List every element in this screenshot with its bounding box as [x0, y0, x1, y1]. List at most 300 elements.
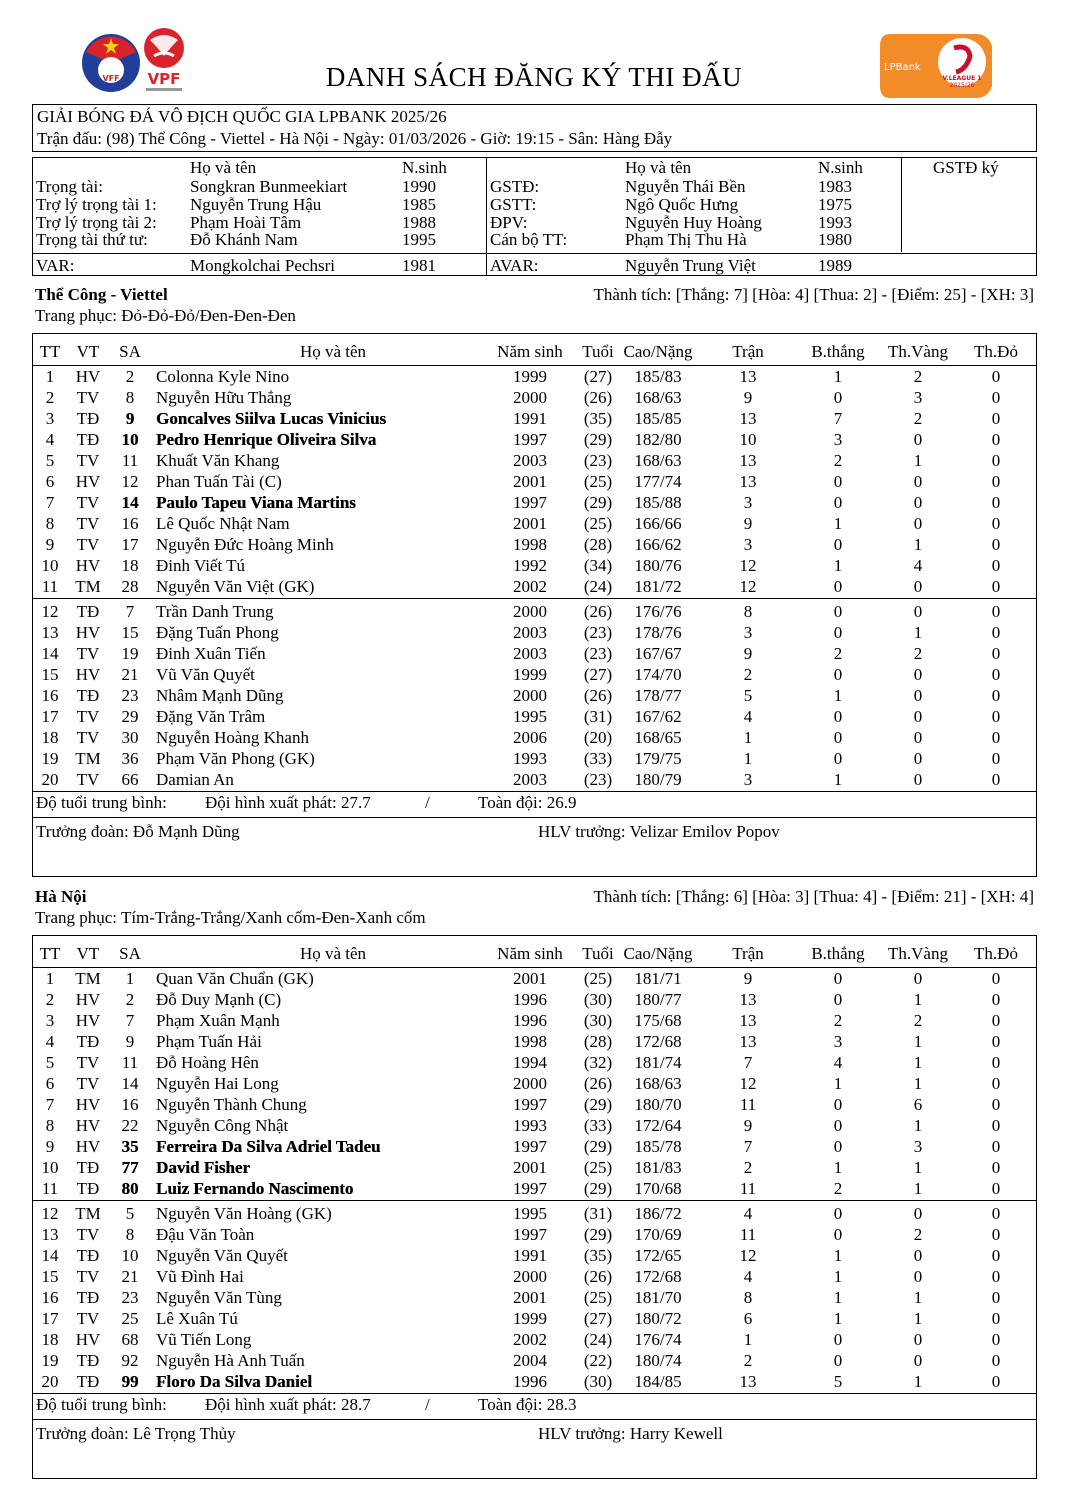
player-goals: 0: [833, 602, 843, 621]
player-tt: 12: [41, 602, 59, 621]
player-age: (29): [583, 1179, 613, 1198]
player-yellow-cards: 0: [913, 665, 923, 684]
player-height-weight: 172/64: [634, 1116, 682, 1135]
player-number: 77: [121, 1158, 139, 1177]
player-position: TV: [76, 770, 100, 789]
player-goals: 0: [833, 749, 843, 768]
col-red: Th.Đỏ: [974, 342, 1018, 361]
player-age: (31): [583, 707, 613, 726]
player-tt: 2: [45, 990, 55, 1009]
player-row: [33, 1010, 1036, 1031]
player-name: Paulo Tapeu Viana Martins: [156, 493, 356, 512]
player-matches: 13: [739, 409, 757, 428]
player-yellow-cards: 1: [913, 1116, 923, 1135]
player-height-weight: 184/85: [634, 1372, 682, 1391]
player-age: (32): [583, 1053, 613, 1072]
col-name: Họ và tên: [299, 944, 367, 963]
player-yellow-cards: 0: [913, 577, 923, 596]
vleague-season: 2025/26: [949, 82, 975, 89]
player-birth-year: 1991: [513, 1246, 547, 1265]
player-yellow-cards: 0: [913, 969, 923, 988]
staff-row: [33, 821, 1036, 842]
player-height-weight: 168/65: [634, 728, 682, 747]
player-number: 28: [121, 577, 139, 596]
player-matches: 11: [739, 1095, 757, 1114]
official-role: GSTT:: [490, 195, 537, 214]
average-age-label: Độ tuổi trung bình:: [36, 1395, 167, 1414]
team-kit: Trang phục: Tím-Trắng-Trắng/Xanh cốm-Đen-Xanh cốm: [35, 908, 426, 927]
official-role: Trợ lý trọng tài 1:: [36, 195, 157, 214]
player-age: (26): [583, 602, 613, 621]
player-name: Nguyễn Công Nhật: [156, 1116, 289, 1135]
player-goals: 1: [833, 556, 843, 575]
player-tt: 15: [41, 1267, 59, 1286]
player-goals: 0: [833, 577, 843, 596]
player-red-cards: 0: [991, 472, 1001, 491]
player-height-weight: 168/63: [634, 388, 682, 407]
player-matches: 1: [743, 1330, 753, 1349]
player-position: TĐ: [76, 1158, 100, 1177]
player-position: HV: [75, 1137, 101, 1156]
player-number: 19: [121, 644, 139, 663]
player-tt: 14: [41, 644, 59, 663]
player-goals: 0: [833, 623, 843, 642]
player-name: Đỗ Duy Mạnh (C): [156, 990, 282, 1009]
player-yellow-cards: 0: [913, 749, 923, 768]
player-red-cards: 0: [991, 1179, 1001, 1198]
team-record: Thành tích: [Thắng: 6] [Hòa: 3] [Thua: 4] - [Điểm: 21] - [XH: 4]: [593, 887, 1034, 906]
player-position: TĐ: [76, 686, 100, 705]
player-matches: 3: [743, 535, 753, 554]
player-name: Lê Quốc Nhật Nam: [156, 514, 290, 533]
player-matches: 7: [743, 1137, 753, 1156]
player-height-weight: 180/77: [634, 990, 682, 1009]
player-matches: 3: [743, 623, 753, 642]
average-age-row: [33, 792, 1036, 813]
col-birth-year: Năm sinh: [497, 342, 563, 361]
official-role: Cán bộ TT:: [490, 230, 568, 249]
player-matches: 10: [739, 430, 757, 449]
player-age: (29): [583, 430, 613, 449]
player-red-cards: 0: [991, 749, 1001, 768]
player-birth-year: 2006: [513, 728, 547, 747]
player-name: Đặng Văn Trâm: [156, 707, 266, 726]
player-goals: 1: [833, 686, 843, 705]
player-matches: 2: [743, 1158, 753, 1177]
player-yellow-cards: 0: [913, 686, 923, 705]
player-yellow-cards: 1: [913, 1032, 923, 1051]
player-position: TĐ: [76, 1246, 100, 1265]
player-red-cards: 0: [991, 1074, 1001, 1093]
player-yellow-cards: 3: [913, 1137, 923, 1156]
col-yellow: Th.Vàng: [888, 342, 948, 361]
player-age: (28): [583, 535, 613, 554]
player-row: [33, 989, 1036, 1010]
player-height-weight: 172/68: [634, 1267, 682, 1286]
player-tt: 20: [41, 770, 59, 789]
player-yellow-cards: 0: [913, 602, 923, 621]
player-position: TV: [76, 535, 100, 554]
player-name: Damian An: [156, 770, 234, 789]
official-row: [33, 231, 1036, 249]
player-height-weight: 180/74: [634, 1351, 682, 1370]
player-row: [33, 1308, 1036, 1329]
player-yellow-cards: 1: [913, 623, 923, 642]
col-red: Th.Đỏ: [974, 944, 1018, 963]
player-tt: 7: [45, 1095, 55, 1114]
player-row: [33, 664, 1036, 685]
player-tt: 10: [41, 1158, 59, 1177]
official-name: Nguyễn Huy Hoàng: [625, 213, 762, 232]
player-birth-year: 1997: [513, 1095, 547, 1114]
player-red-cards: 0: [991, 1011, 1001, 1030]
player-birth-year: 1999: [513, 665, 547, 684]
official-birth: 1990: [402, 177, 436, 196]
player-row: [33, 685, 1036, 706]
player-tt: 11: [41, 1179, 59, 1198]
starters-divider: [33, 1200, 1036, 1201]
player-goals: 1: [833, 1288, 843, 1307]
player-matches: 12: [739, 577, 757, 596]
player-number: 17: [121, 535, 139, 554]
player-goals: 1: [833, 1267, 843, 1286]
player-matches: 3: [743, 493, 753, 512]
player-birth-year: 1993: [513, 1116, 547, 1135]
player-goals: 0: [833, 1204, 843, 1223]
average-age-starting: Đội hình xuất phát: 27.7: [205, 793, 371, 812]
player-number: 92: [121, 1351, 139, 1370]
player-height-weight: 166/66: [634, 514, 682, 533]
player-goals: 0: [833, 388, 843, 407]
col-goals: B.thắng: [811, 342, 865, 361]
player-position: TV: [76, 451, 100, 470]
player-row: [33, 1094, 1036, 1115]
player-name: Đậu Văn Toàn: [156, 1225, 255, 1244]
player-name: Colonna Kyle Nino: [156, 367, 290, 386]
player-number: 2: [125, 367, 135, 386]
player-height-weight: 178/77: [634, 686, 682, 705]
player-tt: 16: [41, 1288, 59, 1307]
player-birth-year: 2002: [513, 577, 547, 596]
match-info: Trận đấu: (98) Thể Công - Viettel - Hà Nội - Ngày: 01/03/2026 - Giờ: 19:15 - Sân: Hàng Đẫy: [37, 129, 673, 148]
player-row: [33, 513, 1036, 534]
player-name: Phan Tuấn Tài (C): [156, 472, 282, 491]
official-row: [33, 196, 1036, 214]
col-name-right: Họ và tên: [625, 158, 692, 177]
player-red-cards: 0: [991, 451, 1001, 470]
player-number: 36: [121, 749, 139, 768]
player-yellow-cards: 1: [913, 990, 923, 1009]
player-position: TĐ: [76, 1372, 100, 1391]
player-age: (25): [583, 472, 613, 491]
player-birth-year: 1996: [513, 990, 547, 1009]
player-row: [33, 706, 1036, 727]
official-role: ĐPV:: [490, 213, 528, 232]
player-tt: 4: [45, 430, 55, 449]
player-goals: 0: [833, 1225, 843, 1244]
player-position: TM: [75, 749, 101, 768]
player-name: Trần Danh Trung: [156, 602, 274, 621]
player-height-weight: 180/70: [634, 1095, 682, 1114]
player-birth-year: 1994: [513, 1053, 547, 1072]
player-row: [33, 968, 1036, 989]
roster-header: [33, 943, 1036, 964]
player-name: Nguyễn Văn Việt (GK): [156, 577, 315, 596]
player-tt: 9: [45, 1137, 55, 1156]
player-age: (23): [583, 644, 613, 663]
player-tt: 10: [41, 556, 59, 575]
col-sign: GSTĐ ký: [933, 158, 999, 177]
player-height-weight: 172/65: [634, 1246, 682, 1265]
player-age: (25): [583, 1288, 613, 1307]
player-red-cards: 0: [991, 514, 1001, 533]
player-height-weight: 180/79: [634, 770, 682, 789]
player-name: Phạm Văn Phong (GK): [156, 749, 315, 768]
player-tt: 5: [45, 1053, 55, 1072]
player-red-cards: 0: [991, 493, 1001, 512]
player-matches: 1: [743, 728, 753, 747]
player-row: [33, 748, 1036, 769]
player-row: [33, 601, 1036, 622]
player-yellow-cards: 2: [913, 409, 923, 428]
player-red-cards: 0: [991, 969, 1001, 988]
player-age: (25): [583, 1158, 613, 1177]
player-row: [33, 1031, 1036, 1052]
player-tt: 5: [45, 451, 55, 470]
col-age: Tuổi: [582, 342, 614, 361]
col-matches: Trận: [732, 342, 764, 361]
player-red-cards: 0: [991, 388, 1001, 407]
average-age-label: Độ tuổi trung bình:: [36, 793, 167, 812]
player-goals: 1: [833, 1309, 843, 1328]
player-age: (26): [583, 1267, 613, 1286]
player-age: (24): [583, 1330, 613, 1349]
player-height-weight: 185/88: [634, 493, 682, 512]
player-position: TV: [76, 1309, 100, 1328]
player-birth-year: 2002: [513, 1330, 547, 1349]
average-divider: [33, 1419, 1036, 1420]
player-birth-year: 2000: [513, 1074, 547, 1093]
player-goals: 2: [833, 1179, 843, 1198]
player-position: HV: [75, 367, 101, 386]
player-tt: 6: [45, 472, 55, 491]
player-age: (22): [583, 1351, 613, 1370]
player-age: (23): [583, 623, 613, 642]
player-position: TV: [76, 388, 100, 407]
player-position: HV: [75, 623, 101, 642]
player-height-weight: 172/68: [634, 1032, 682, 1051]
player-position: HV: [75, 556, 101, 575]
player-goals: 3: [833, 1032, 843, 1051]
player-matches: 9: [743, 1116, 753, 1135]
player-matches: 13: [739, 472, 757, 491]
player-number: 11: [121, 451, 139, 470]
player-birth-year: 2003: [513, 623, 547, 642]
player-goals: 0: [833, 472, 843, 491]
official-role: Trọng tài:: [36, 177, 103, 196]
player-matches: 9: [743, 514, 753, 533]
team-record: Thành tích: [Thắng: 7] [Hòa: 4] [Thua: 2] - [Điểm: 25] - [XH: 3]: [593, 285, 1034, 304]
player-goals: 1: [833, 770, 843, 789]
player-height-weight: 186/72: [634, 1204, 682, 1223]
player-tt: 17: [41, 1309, 59, 1328]
player-name: Nguyễn Hai Long: [156, 1074, 279, 1093]
player-height-weight: 182/80: [634, 430, 682, 449]
player-age: (23): [583, 770, 613, 789]
player-number: 8: [125, 1225, 135, 1244]
player-matches: 13: [739, 1011, 757, 1030]
average-age-starting: Đội hình xuất phát: 28.7: [205, 1395, 371, 1414]
player-yellow-cards: 0: [913, 1330, 923, 1349]
player-red-cards: 0: [991, 1246, 1001, 1265]
col-birth-right: N.sinh: [818, 158, 863, 177]
player-goals: 1: [833, 1158, 843, 1177]
player-position: HV: [75, 1116, 101, 1135]
player-position: TV: [76, 644, 100, 663]
player-birth-year: 1995: [513, 707, 547, 726]
player-position: TĐ: [76, 1288, 100, 1307]
player-yellow-cards: 0: [913, 707, 923, 726]
head-coach: HLV trưởng: Velizar Emilov Popov: [538, 822, 780, 841]
player-tt: 18: [41, 1330, 59, 1349]
average-age-separator: /: [425, 1395, 430, 1414]
team-name: Thể Công - Viettel: [35, 285, 168, 304]
player-name: Nguyễn Hoàng Khanh: [156, 728, 309, 747]
player-yellow-cards: 1: [913, 1372, 923, 1391]
vff-logo-text: VFF: [102, 74, 120, 83]
player-position: TM: [75, 577, 101, 596]
player-birth-year: 2001: [513, 1288, 547, 1307]
player-position: TV: [76, 1074, 100, 1093]
player-row: [33, 366, 1036, 387]
player-row: [33, 1052, 1036, 1073]
player-red-cards: 0: [991, 367, 1001, 386]
player-birth-year: 1997: [513, 430, 547, 449]
player-number: 10: [121, 1246, 139, 1265]
staff-row: [33, 1423, 1036, 1444]
player-birth-year: 1997: [513, 1137, 547, 1156]
player-number: 21: [121, 665, 139, 684]
player-height-weight: 167/67: [634, 644, 682, 663]
player-red-cards: 0: [991, 1158, 1001, 1177]
player-height-weight: 181/74: [634, 1053, 682, 1072]
player-position: HV: [75, 665, 101, 684]
player-height-weight: 185/83: [634, 367, 682, 386]
player-row: [33, 643, 1036, 664]
player-height-weight: 185/85: [634, 409, 682, 428]
player-tt: 1: [45, 969, 55, 988]
avar-role: AVAR:: [490, 256, 539, 275]
vleague-text: V.LEAGUE 1: [942, 75, 982, 82]
player-tt: 7: [45, 493, 55, 512]
col-name: Họ và tên: [190, 158, 257, 177]
player-red-cards: 0: [991, 1032, 1001, 1051]
player-yellow-cards: 1: [913, 1309, 923, 1328]
player-row: [33, 1329, 1036, 1350]
player-number: 66: [121, 770, 139, 789]
player-name: Vũ Văn Quyết: [156, 665, 255, 684]
player-yellow-cards: 6: [913, 1095, 923, 1114]
player-name: Vũ Tiến Long: [156, 1330, 252, 1349]
tournament-name: GIẢI BÓNG ĐÁ VÔ ĐỊCH QUỐC GIA LPBANK 2025/26: [37, 107, 447, 126]
player-age: (30): [583, 1011, 613, 1030]
col-birth-year: Năm sinh: [497, 944, 563, 963]
team-name: Hà Nội: [35, 887, 87, 906]
player-birth-year: 2001: [513, 1158, 547, 1177]
player-row: [33, 534, 1036, 555]
player-name: Floro Da Silva Daniel: [156, 1372, 312, 1391]
player-goals: 5: [833, 1372, 843, 1391]
official-row: [33, 178, 1036, 196]
player-number: 9: [125, 409, 135, 428]
player-name: Nguyễn Văn Tùng: [156, 1288, 282, 1307]
player-name: Lê Xuân Tú: [156, 1309, 238, 1328]
player-number: 80: [121, 1179, 139, 1198]
player-tt: 17: [41, 707, 59, 726]
player-yellow-cards: 2: [913, 367, 923, 386]
player-matches: 9: [743, 644, 753, 663]
player-number: 68: [121, 1330, 139, 1349]
average-age-team: Toàn đội: 26.9: [478, 793, 577, 812]
player-height-weight: 180/76: [634, 556, 682, 575]
player-red-cards: 0: [991, 1095, 1001, 1114]
col-vt: VT: [76, 342, 100, 361]
player-position: TV: [76, 514, 100, 533]
player-tt: 12: [41, 1204, 59, 1223]
player-red-cards: 0: [991, 990, 1001, 1009]
player-height-weight: 168/63: [634, 451, 682, 470]
average-age-row: [33, 1394, 1036, 1415]
player-age: (29): [583, 1095, 613, 1114]
player-birth-year: 2000: [513, 602, 547, 621]
player-name: Nguyễn Văn Quyết: [156, 1246, 288, 1265]
player-red-cards: 0: [991, 770, 1001, 789]
player-name: Đỗ Hoàng Hên: [156, 1053, 259, 1072]
player-red-cards: 0: [991, 430, 1001, 449]
player-birth-year: 2000: [513, 388, 547, 407]
player-goals: 4: [833, 1053, 843, 1072]
col-matches: Trận: [732, 944, 764, 963]
player-age: (26): [583, 1074, 613, 1093]
player-goals: 0: [833, 1095, 843, 1114]
player-name: Quan Văn Chuẩn (GK): [156, 969, 314, 988]
player-name: Goncalves Siilva Lucas Vinicius: [156, 409, 387, 428]
player-age: (30): [583, 990, 613, 1009]
player-yellow-cards: 2: [913, 1225, 923, 1244]
player-red-cards: 0: [991, 409, 1001, 428]
player-tt: 18: [41, 728, 59, 747]
player-name: Nguyễn Đức Hoàng Minh: [156, 535, 334, 554]
player-birth-year: 2003: [513, 644, 547, 663]
player-matches: 9: [743, 969, 753, 988]
player-name: Luiz Fernando Nascimento: [156, 1179, 354, 1198]
player-goals: 0: [833, 1351, 843, 1370]
player-position: TĐ: [76, 602, 100, 621]
avar-birth: 1989: [818, 256, 852, 275]
player-age: (35): [583, 1246, 613, 1265]
player-height-weight: 175/68: [634, 1011, 682, 1030]
var-name: Mongkolchai Pechsri: [190, 256, 335, 275]
player-row: [33, 555, 1036, 576]
player-birth-year: 1998: [513, 1032, 547, 1051]
player-matches: 5: [743, 686, 753, 705]
player-yellow-cards: 0: [913, 1267, 923, 1286]
player-row: [33, 727, 1036, 748]
official-role: Trợ lý trọng tài 2:: [36, 213, 157, 232]
player-name: Đinh Xuân Tiến: [156, 644, 266, 663]
player-position: TV: [76, 1267, 100, 1286]
player-red-cards: 0: [991, 1204, 1001, 1223]
